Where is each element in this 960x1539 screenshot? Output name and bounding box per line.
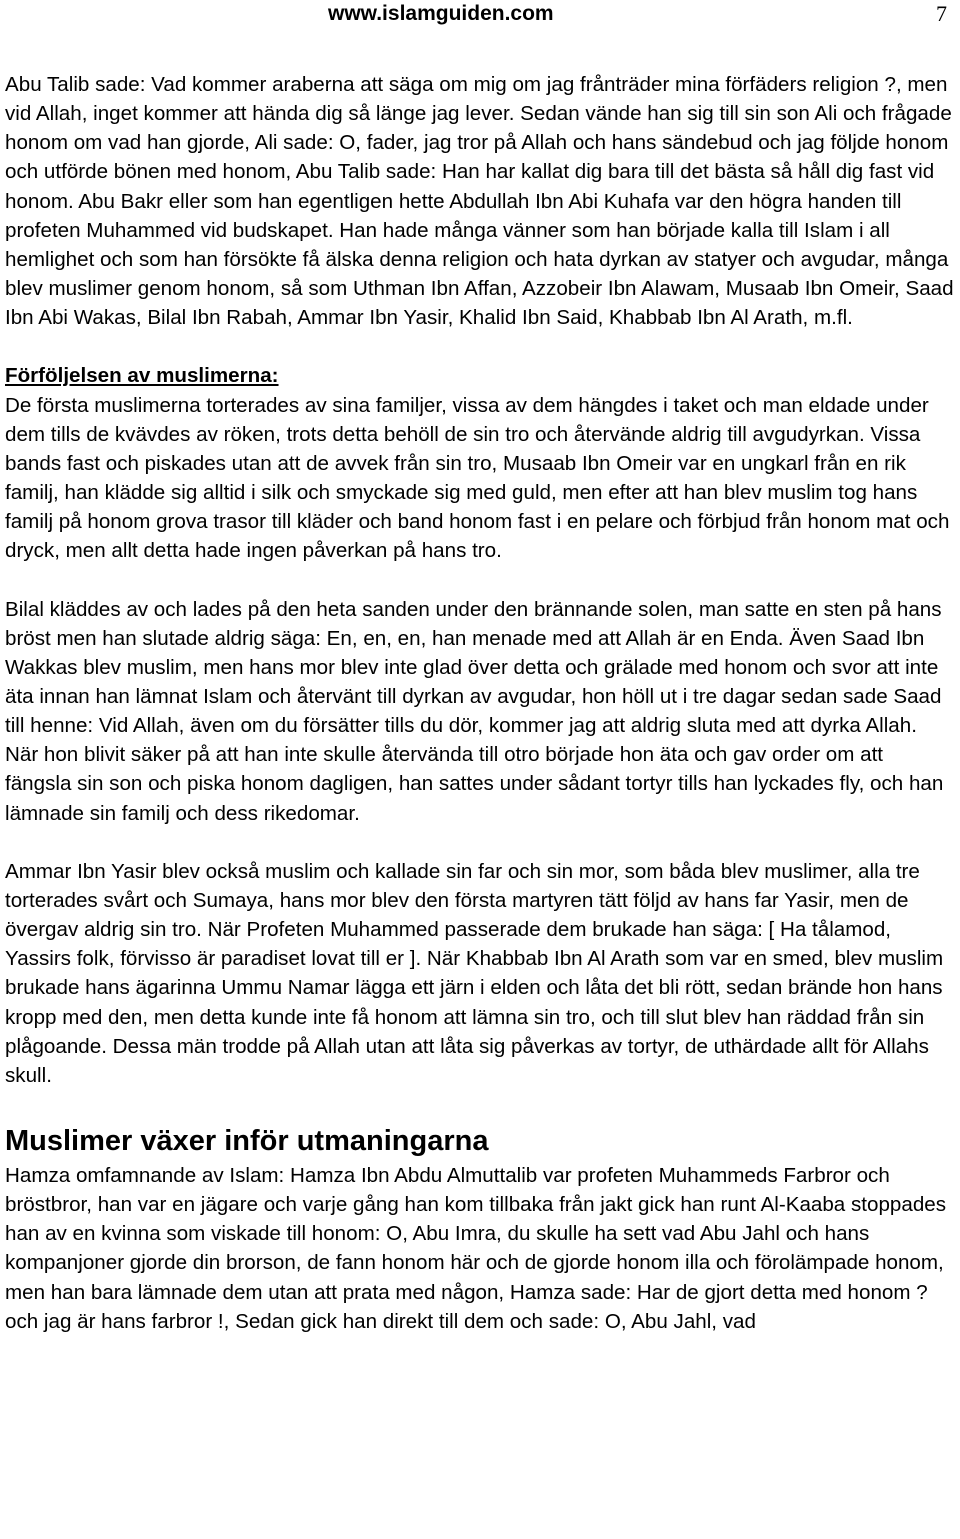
document-body <box>5 70 955 1336</box>
site-url: www.islamguiden.com <box>328 2 554 25</box>
paragraph: De första muslimerna torterades av sina familjer, vissa av dem hängdes i taket och man eldade under dem tills de kvävdes av röken, trots detta behöll de sin tro och återvände aldrig till avgudyrkan. Vissa bands fast och piskades utan att de avvek från sin tro, Musaab Ibn Omeir var en ungkarl från en rik familj, han klädde sig alltid i silk och smyckade sig med guld, men efter att han blev muslim tog hans familj på honom grova trasor till kläder och band honom fast i en pelare och förbjud från honom mat och dryck, men allt detta hade ingen påverkan på hans tro. <box>5 393 950 563</box>
section-subheading: Förföljelsen av muslimerna: <box>5 364 279 388</box>
page-header <box>0 0 960 30</box>
paragraph: Hamza omfamnande av Islam: Hamza Ibn Abdu Almuttalib var profeten Muhammeds Farbror och bröstbror, han var en jägare och varje gång han kom tillbaka från jakt gick han runt Al-Kaaba stoppades han av en kvinna som viskade till honom: O, Abu Imra, du skulle ha sett vad Abu Jahl och hans kompanjoner gjorde din brorson, de fann honom här och de gjorde honom illa och förolämpade honom, men han bara lämnade dem utan att prata med någon, Hamza sade: Har de gjort detta med honom ? och jag är hans farbror !, Sedan gick han direkt till dem och sade: O, Abu Jahl, vad <box>5 1164 947 1333</box>
paragraph: Ammar Ibn Yasir blev också muslim och kallade sin far och sin mor, som båda blev muslimer, alla tre torterades svårt och Sumaya, hans mor blev den första martyren tätt följd av hans far Yasir, men de övergav aldrig sin tro. När Profeten Muhammed passerade dem brukade han säga: [ Ha tålamod, Yassirs folk, förvisso är paradiset lovat till er ]. När Khabbab Ibn Al Arath som var en smed, blev muslim brukade hans ägarinna Ummu Namar lägga ett järn i elden och låta det bli rött, sedan brände hon hans kropp med den, men detta kunde inte få honom att lämna sin tro, och till slut blev han räddad från sin plågoande. Dessa män trodde på Allah utan att låta sig påverkas av tortyr, de uthärdade allt för Allahs skull. <box>5 859 944 1087</box>
section-title: Muslimer växer inför utmaningarna <box>5 1125 489 1157</box>
paragraph: Bilal kläddes av och lades på den heta sanden under den brännande solen, man satte en sten på hans bröst men han slutade aldrig säga: En, en, en, han menade med att Allah är en Enda. Även Saad Ibn Wakkas blev muslim, men hans mor blev inte glad över detta och grälade med honom och svor att inte äta innan han lämnat Islam och återvänt till dyrkan av avgudar, hon höll ut i tre dagar sedan sade Saad till henne: Vid Allah, även om du försätter tills du dör, kommer jag att aldrig sluta med att dyrka Allah. När hon blivit säker på att han inte skulle återvända till otro började hon äta och gav order om att fängsla sin son och piska honom dagligen, han sattes under sådant tortyr tills han lyckades fly, och han lämnade sin familj och dess rikedomar. <box>5 597 944 825</box>
paragraph: Abu Talib sade: Vad kommer araberna att säga om mig om jag frånträder mina förfäders religion ?, men vid Allah, inget kommer att hända dig så länge jag lever. Sedan vände han sig till sin son Ali och frågade honom om vad han gjorde, Ali sade: O, fader, jag tror på Allah och hans sändebud och jag följde honom och utförde bönen med honom, Abu Talib sade: Han har kallat dig bara till det bästa så håll dig fast vid honom. Abu Bakr eller som han egentligen hette Abdullah Ibn Abi Kuhafa var den högra handen till profeten Muhammed vid budskapet. Han hade många vänner som han började kalla till Islam i all hemlighet och som han försökte få älska denna religion och hata dyrkan av statyer och avgudar, många blev muslimer genom honom, så som Uthman Ibn Affan, Azzobeir Ibn Alawam, Musaab Ibn Omeir, Saad Ibn Abi Wakas, Bilal Ibn Rabah, Ammar Ibn Yasir, Khalid Ibn Said, Khabbab Ibn Al Arath, m.fl. <box>5 73 954 330</box>
page-number: 7 <box>936 1 947 26</box>
paragraph-spacer <box>5 332 955 361</box>
paragraph-spacer <box>5 566 955 595</box>
paragraph-spacer <box>5 828 955 857</box>
paragraph-spacer <box>5 1090 955 1119</box>
